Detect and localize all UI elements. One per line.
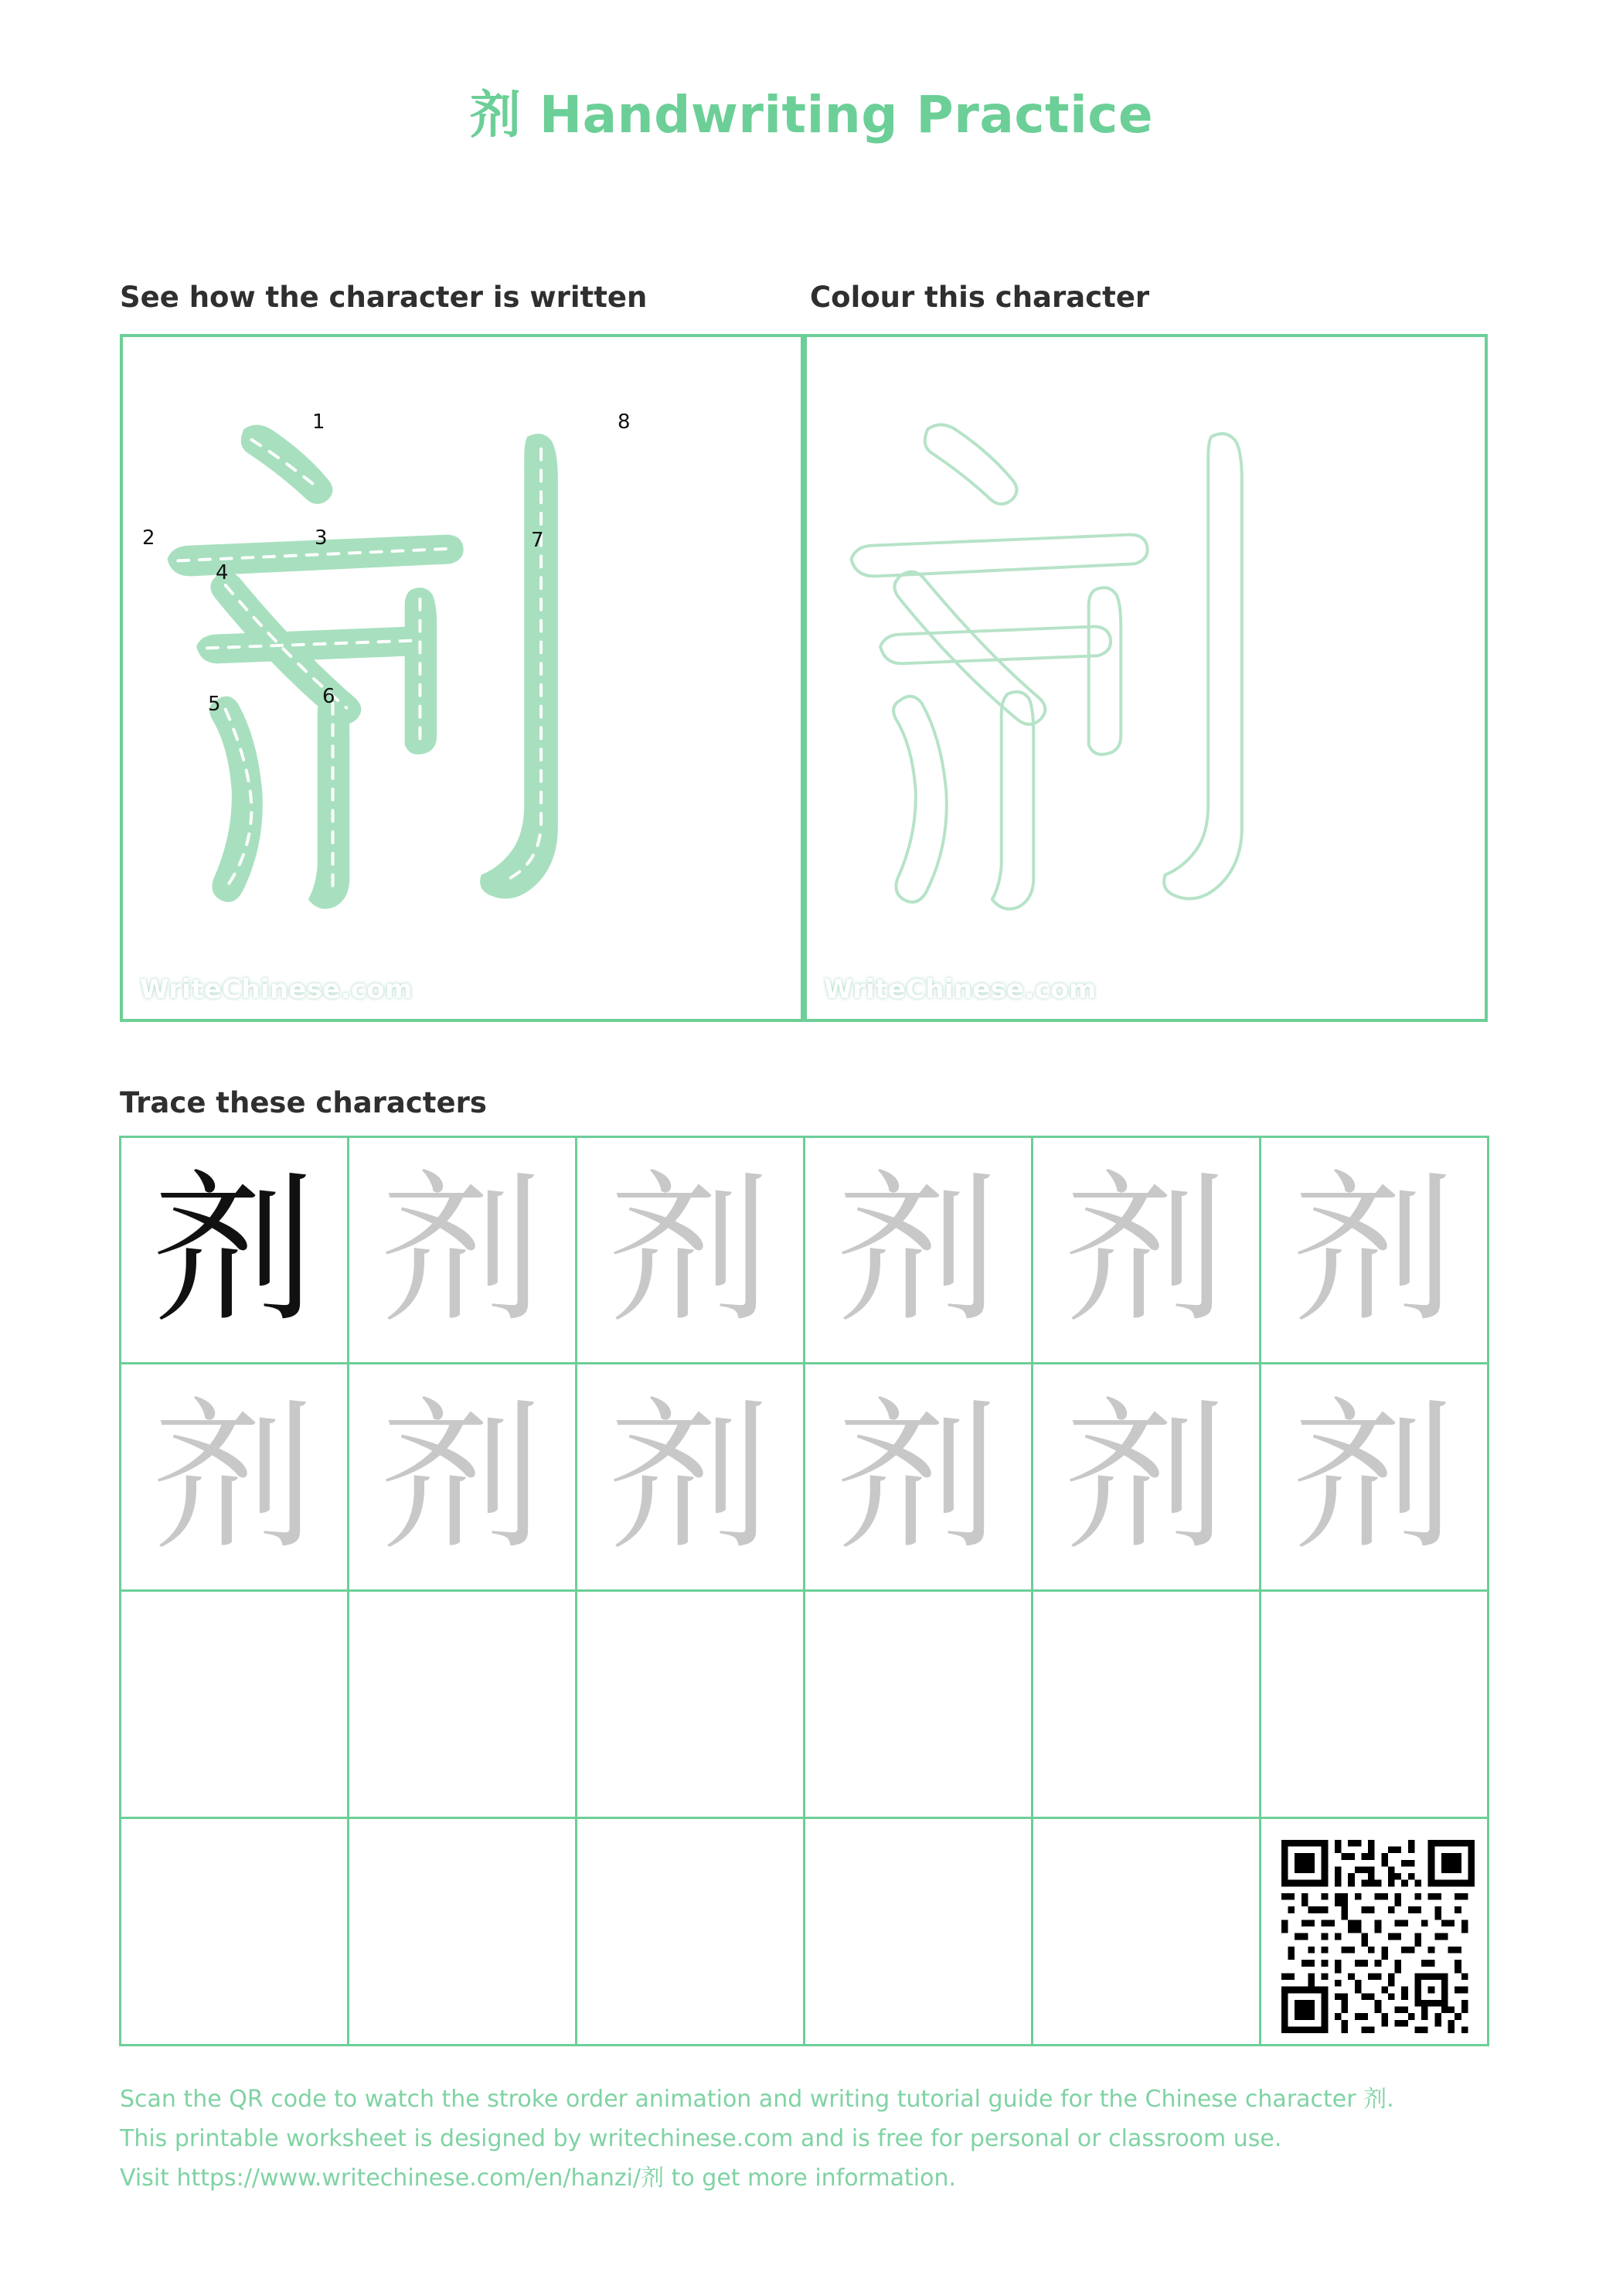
stroke-number-6: 6	[322, 685, 335, 708]
trace-glyph: 剂	[380, 1154, 543, 1344]
trace-cell[interactable]	[119, 1136, 349, 1365]
page-title	[0, 73, 1623, 147]
trace-cell[interactable]	[575, 1589, 805, 1819]
qr-code[interactable]	[1281, 1840, 1475, 2033]
trace-grid	[120, 1136, 1488, 2045]
trace-cell[interactable]	[1031, 1589, 1261, 1819]
watermark-colour-box: WriteChinese.com	[824, 974, 1097, 1005]
trace-glyph: 剂	[1292, 1381, 1455, 1572]
trace-cell[interactable]	[1259, 1362, 1489, 1592]
stroke-number-3: 3	[315, 526, 328, 550]
stroke-order-caption: See how the character is written	[120, 281, 648, 314]
trace-glyph: 剂	[608, 1381, 771, 1572]
trace-cell[interactable]	[575, 1817, 805, 2046]
trace-glyph: 剂	[836, 1381, 999, 1572]
stroke-number-1: 1	[312, 410, 325, 434]
colour-character-outline	[807, 337, 1485, 1019]
trace-glyph: 剂	[1064, 1154, 1227, 1344]
watermark-stroke-box: WriteChinese.com	[140, 974, 413, 1005]
footer-line-1: Scan the QR code to watch the stroke order animation and writing tutorial guide for the Chinese character 剂.	[120, 2086, 1394, 2113]
trace-caption: Trace these characters	[120, 1086, 487, 1119]
stroke-number-2: 2	[142, 526, 155, 550]
trace-glyph: 剂	[380, 1381, 543, 1572]
colour-caption: Colour this character	[810, 281, 1150, 314]
stroke-number-4: 4	[216, 561, 229, 584]
trace-cell[interactable]	[575, 1136, 805, 1365]
stroke-order-character	[123, 337, 801, 1019]
trace-cell[interactable]	[119, 1362, 349, 1592]
trace-cell[interactable]	[803, 1817, 1033, 2046]
page-title-text: Handwriting Practice	[539, 85, 1154, 145]
trace-cell[interactable]	[347, 1589, 577, 1819]
trace-cell[interactable]	[1031, 1136, 1261, 1365]
trace-cell[interactable]	[803, 1136, 1033, 1365]
trace-glyph: 剂	[1292, 1154, 1455, 1344]
trace-glyph: 剂	[1064, 1381, 1227, 1572]
trace-cell[interactable]	[347, 1817, 577, 2046]
stroke-number-8: 8	[618, 410, 631, 434]
trace-glyph: 剂	[152, 1381, 315, 1572]
trace-cell[interactable]	[1259, 1589, 1489, 1819]
trace-cell[interactable]	[119, 1817, 349, 2046]
stroke-order-box	[120, 334, 804, 1022]
footer-line-3: Visit https://www.writechinese.com/en/hanzi/剂 to get more information.	[120, 2165, 957, 2192]
stroke-number-5: 5	[208, 693, 221, 716]
footer	[120, 2080, 1511, 2198]
page-title-character: 剂	[469, 85, 522, 145]
trace-cell[interactable]	[119, 1589, 349, 1819]
trace-cell[interactable]	[347, 1362, 577, 1592]
trace-glyph: 剂	[152, 1154, 315, 1344]
trace-cell[interactable]	[1031, 1817, 1261, 2046]
stroke-number-7: 7	[531, 529, 544, 552]
footer-line-2: This printable worksheet is designed by writechinese.com and is free for personal or classroom use.	[120, 2125, 1282, 2152]
trace-cell-with-qr[interactable]	[1259, 1817, 1489, 2046]
trace-cell[interactable]	[803, 1589, 1033, 1819]
trace-glyph: 剂	[608, 1154, 771, 1344]
trace-cell[interactable]	[1259, 1136, 1489, 1365]
trace-glyph: 剂	[836, 1154, 999, 1344]
trace-cell[interactable]	[575, 1362, 805, 1592]
trace-cell[interactable]	[803, 1362, 1033, 1592]
trace-cell[interactable]	[347, 1136, 577, 1365]
colour-box	[804, 334, 1488, 1022]
trace-cell[interactable]	[1031, 1362, 1261, 1592]
